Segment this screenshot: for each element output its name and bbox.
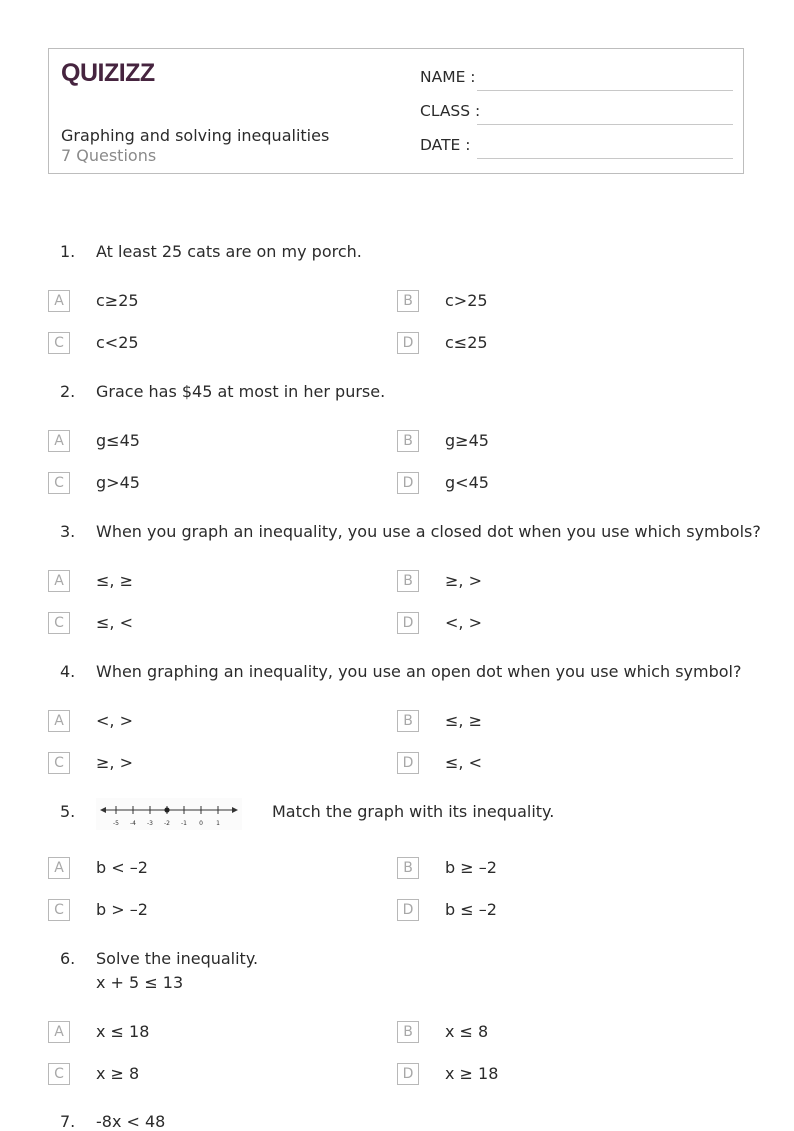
option-text: x ≥ 8 <box>96 1064 140 1083</box>
option-text: c<25 <box>96 333 139 352</box>
question-5-option-c[interactable] <box>48 899 348 923</box>
option-text: c≥25 <box>96 291 139 310</box>
option-letter-box: B <box>397 857 419 879</box>
question-count: 7 Questions <box>61 146 157 165</box>
option-text: <, > <box>445 613 482 632</box>
question-7-number: 7. <box>60 1112 76 1131</box>
option-letter-box: A <box>48 857 70 879</box>
question-5-option-b[interactable] <box>397 857 697 881</box>
option-text: ≥, > <box>96 753 133 772</box>
option-letter-box: D <box>397 332 419 354</box>
question-3-option-d[interactable] <box>397 612 697 636</box>
question-1-text: At least 25 cats are on my porch. <box>96 242 362 261</box>
option-letter-box: B <box>397 570 419 592</box>
question-6-number: 6. <box>60 949 76 968</box>
option-text: x ≥ 18 <box>445 1064 499 1083</box>
number-line-tick-label: -1 <box>181 820 187 827</box>
number-line-tick-label: 1 <box>216 820 220 827</box>
question-4-option-d[interactable] <box>397 752 697 776</box>
option-letter-box: A <box>48 290 70 312</box>
question-6-text: Solve the inequality. <box>96 949 259 968</box>
option-letter-box: D <box>397 472 419 494</box>
question-3-text: When you graph an inequality, you use a closed dot when you use which symbols? <box>96 522 761 541</box>
option-letter-box: C <box>48 332 70 354</box>
option-text: <, > <box>96 711 133 730</box>
option-text: g>45 <box>96 473 140 492</box>
question-5-text: Match the graph with its inequality. <box>272 802 555 821</box>
option-text: ≤, ≥ <box>445 711 482 730</box>
number-line-tick-label: -5 <box>113 820 119 827</box>
number-line-graph <box>96 798 242 830</box>
question-2-option-a[interactable] <box>48 430 348 454</box>
option-text: b < –2 <box>96 858 148 877</box>
option-letter-box: C <box>48 1063 70 1085</box>
option-text: b ≤ –2 <box>445 900 497 919</box>
closed-dot <box>164 807 169 812</box>
question-4-option-c[interactable] <box>48 752 348 776</box>
question-6-option-d[interactable] <box>397 1063 697 1087</box>
question-5-option-a[interactable] <box>48 857 348 881</box>
question-5-option-d[interactable] <box>397 899 697 923</box>
option-text: g<45 <box>445 473 489 492</box>
option-letter-box: B <box>397 710 419 732</box>
number-line-tick-label: 0 <box>199 820 203 827</box>
option-text: x ≤ 8 <box>445 1022 489 1041</box>
option-text: ≤, < <box>96 613 133 632</box>
option-letter-box: D <box>397 752 419 774</box>
question-1-option-c[interactable] <box>48 332 348 356</box>
worksheet-title: Graphing and solving inequalities <box>61 126 330 145</box>
option-letter-box: A <box>48 1021 70 1043</box>
question-7-text: -8x < 48 <box>96 1112 166 1131</box>
name-field[interactable] <box>420 68 733 92</box>
option-text: c>25 <box>445 291 488 310</box>
name-line <box>477 90 733 91</box>
option-letter-box: B <box>397 1021 419 1043</box>
question-1-option-a[interactable] <box>48 290 348 314</box>
quizizz-logo: QUIZIZZ <box>61 59 155 87</box>
option-letter-box: A <box>48 430 70 452</box>
question-3-option-c[interactable] <box>48 612 348 636</box>
question-4-option-b[interactable] <box>397 710 697 734</box>
question-2-option-d[interactable] <box>397 472 697 496</box>
question-4-number: 4. <box>60 662 76 681</box>
option-letter-box: D <box>397 899 419 921</box>
question-3-number: 3. <box>60 522 76 541</box>
question-4-text: When graphing an inequality, you use an open dot when you use which symbol? <box>96 662 742 681</box>
question-2-option-b[interactable] <box>397 430 697 454</box>
option-letter-box: D <box>397 612 419 634</box>
option-letter-box: D <box>397 1063 419 1085</box>
question-3-option-a[interactable] <box>48 570 348 594</box>
class-line <box>477 124 733 125</box>
option-text: g≤45 <box>96 431 140 450</box>
option-letter-box: B <box>397 290 419 312</box>
question-2-number: 2. <box>60 382 76 401</box>
option-letter-box: C <box>48 752 70 774</box>
option-letter-box: C <box>48 612 70 634</box>
question-6-equation: x + 5 ≤ 13 <box>96 973 184 992</box>
question-2-option-c[interactable] <box>48 472 348 496</box>
option-letter-box: C <box>48 472 70 494</box>
worksheet-header <box>48 48 744 174</box>
option-text: g≥45 <box>445 431 489 450</box>
option-text: b ≥ –2 <box>445 858 497 877</box>
option-text: ≤, < <box>445 753 482 772</box>
name-label: NAME : <box>420 68 476 86</box>
question-3-option-b[interactable] <box>397 570 697 594</box>
question-6-option-a[interactable] <box>48 1021 348 1045</box>
option-text: b > –2 <box>96 900 148 919</box>
question-6-option-c[interactable] <box>48 1063 348 1087</box>
number-line-tick-label: -3 <box>147 820 153 827</box>
date-field[interactable] <box>420 136 733 160</box>
question-5-number: 5. <box>60 802 76 821</box>
option-letter-box: A <box>48 710 70 732</box>
question-6-option-b[interactable] <box>397 1021 697 1045</box>
number-line-tick-label: -2 <box>164 820 170 827</box>
class-label: CLASS : <box>420 102 481 120</box>
number-line-tick-label: -4 <box>130 820 136 827</box>
option-text: c≤25 <box>445 333 488 352</box>
option-letter-box: C <box>48 899 70 921</box>
question-1-option-d[interactable] <box>397 332 697 356</box>
question-4-option-a[interactable] <box>48 710 348 734</box>
class-field[interactable] <box>420 102 733 126</box>
option-letter-box: B <box>397 430 419 452</box>
option-text: ≥, > <box>445 571 482 590</box>
date-label: DATE : <box>420 136 471 154</box>
question-1-option-b[interactable] <box>397 290 697 314</box>
option-text: ≤, ≥ <box>96 571 133 590</box>
date-line <box>477 158 733 159</box>
option-text: x ≤ 18 <box>96 1022 150 1041</box>
question-1-number: 1. <box>60 242 76 261</box>
question-2-text: Grace has $45 at most in her purse. <box>96 382 386 401</box>
option-letter-box: A <box>48 570 70 592</box>
